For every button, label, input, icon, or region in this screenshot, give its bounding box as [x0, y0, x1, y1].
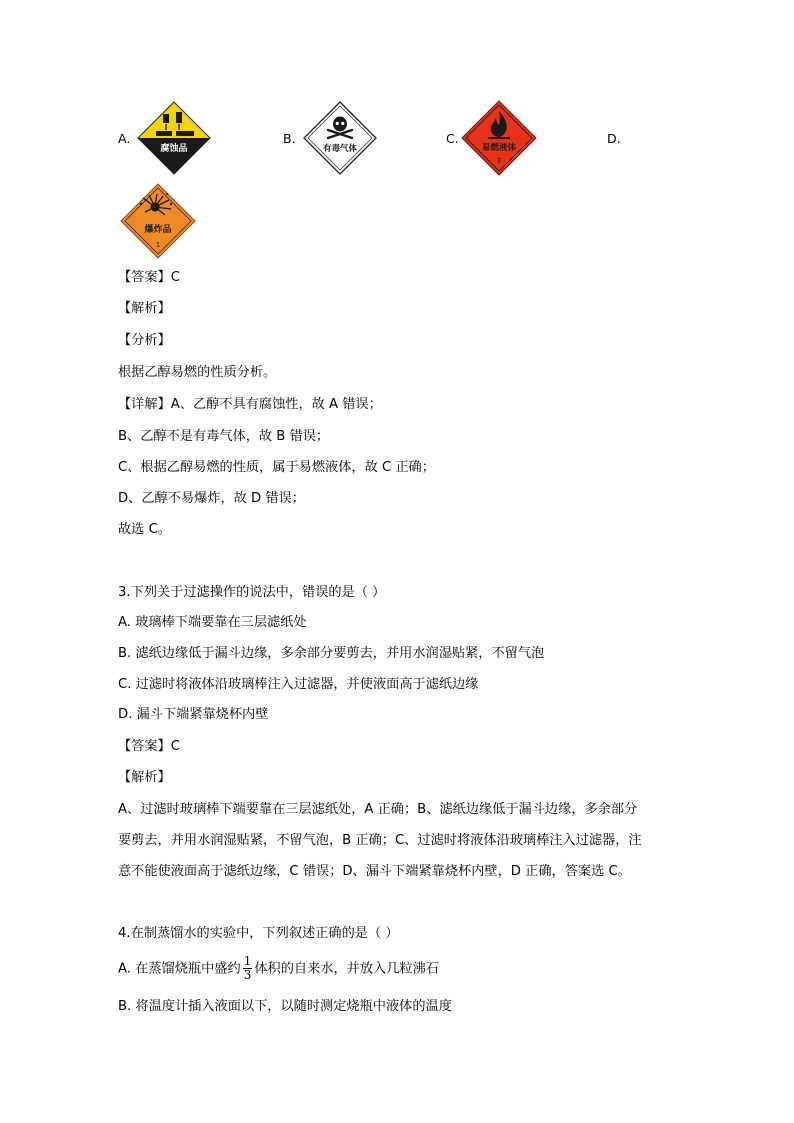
q3-option-a: A. 玻璃棒下端要靠在三层滤纸处	[118, 615, 307, 630]
option-b-label: B.	[283, 131, 296, 146]
q3-option-c: C. 过滤时将液体沿玻璃棒注入过滤器，并使液面高于滤纸边缘	[118, 677, 479, 692]
q3-explanation-line-1: A、过滤时玻璃棒下端要靠在三层滤纸处，A 正确；B、滤纸边缘低于漏斗边缘，多余部分	[118, 802, 638, 817]
q2-detail-line-4: D、乙醇不易爆炸，故 D 错误；	[118, 491, 305, 506]
toxic-gas-sign-label: 有毒气体	[322, 144, 358, 154]
q3-analysis-heading: 【解析】	[118, 770, 171, 785]
q3-explanation-line-2: 要剪去，并用水润湿贴紧，不留气泡，B 正确；C、过滤时将液体沿玻璃棒注入过滤器，注	[118, 833, 642, 848]
explosive-sign	[119, 182, 197, 260]
toxic-gas-sign	[302, 100, 378, 176]
option-a-label: A.	[118, 131, 131, 146]
q4-stem: 4.在制蒸馏水的实验中，下列叙述正确的是（ ）	[118, 926, 399, 941]
q3-option-b: B. 滤纸边缘低于漏斗边缘，多余部分要剪去，并用水润湿贴紧，不留气泡	[118, 646, 545, 661]
option-c-label: C.	[446, 131, 459, 146]
q3-answer: 【答案】C	[118, 739, 180, 754]
one-third-fraction	[243, 955, 253, 982]
explosive-class-number: 1	[155, 241, 161, 249]
q2-detail-line-3: C、根据乙醇易燃的性质，属于易燃液体，故 C 正确；	[118, 460, 435, 475]
fraction-denominator: 3	[243, 968, 252, 982]
fraction-numerator: 1	[243, 954, 252, 968]
q4-option-a-text-after: 体积的自来水，并放入几粒沸石	[254, 961, 439, 977]
q4-option-b: B. 将温度计插入液面以下，以随时测定烧瓶中液体的温度	[118, 999, 452, 1014]
q2-answer: 【答案】C	[118, 270, 180, 285]
q2-fenxi-text: 根据乙醇易燃的性质分析。	[118, 365, 277, 380]
q4-option-a-text-before: A. 在蒸馏烧瓶中盛约	[118, 961, 241, 977]
flammable-liquid-class-number: 3	[496, 157, 502, 165]
option-d-label: D.	[607, 131, 621, 146]
q3-option-d: D. 漏斗下端紧靠烧杯内壁	[118, 707, 269, 722]
q2-analysis-heading: 【解析】	[118, 301, 171, 316]
q3-stem: 3.下列关于过滤操作的说法中，错误的是（ ）	[118, 585, 386, 600]
q2-detail-line-2: B、乙醇不是有毒气体，故 B 错误；	[118, 429, 330, 444]
q4-option-a	[118, 955, 439, 982]
flammable-liquid-sign	[460, 99, 538, 177]
corrosive-sign	[136, 100, 212, 176]
q2-detail-line-1: 【详解】A、乙醇不具有腐蚀性，故 A 错误；	[118, 397, 382, 412]
q3-explanation-line-3: 意不能使液面高于滤纸边缘，C 错误；D、漏斗下端紧靠烧杯内壁，D 正确，答案选 C。	[118, 864, 631, 879]
q2-fenxi-heading: 【分析】	[118, 333, 171, 348]
explosive-sign-label: 爆炸品	[144, 225, 172, 235]
corrosive-sign-label: 腐蚀品	[160, 144, 188, 154]
flammable-liquid-sign-label: 易燃液体	[481, 143, 517, 153]
q2-detail-line-5: 故选 C。	[118, 522, 171, 537]
